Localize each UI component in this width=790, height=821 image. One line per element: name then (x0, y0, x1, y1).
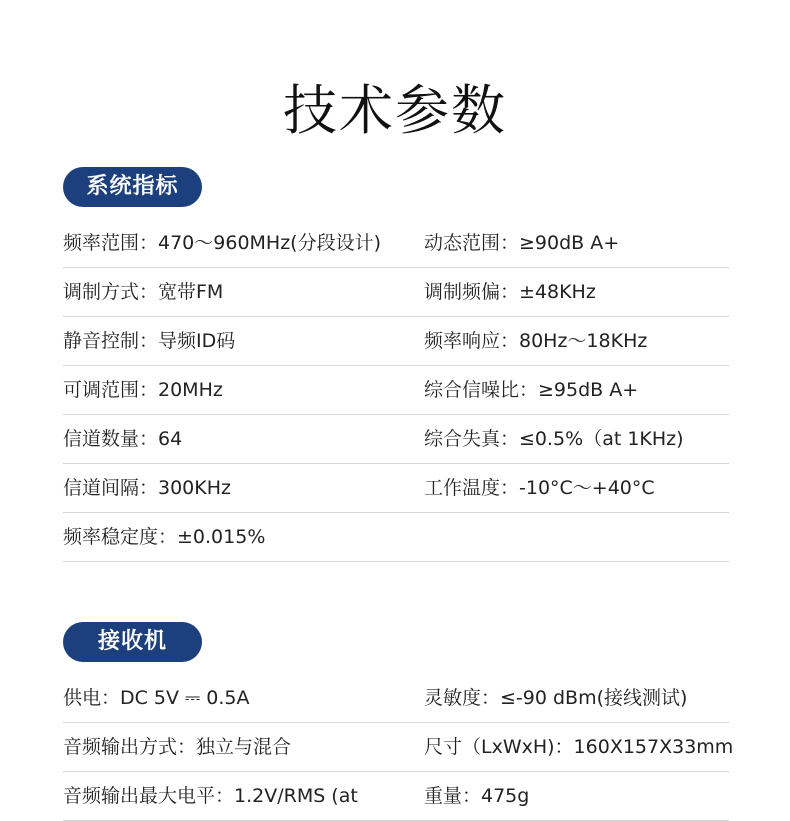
table-row (63, 674, 729, 723)
spec-cell: 调制频偏：±48KHz (424, 281, 596, 303)
section-heading-system: 系统指标 (63, 167, 202, 207)
table-row (63, 366, 729, 415)
spec-cell: 可调范围：20MHz (63, 379, 223, 401)
spec-cell: 信道数量：64 (63, 428, 183, 450)
table-row (63, 513, 729, 562)
table-row (63, 415, 729, 464)
spec-cell: 静音控制：导频ID码 (63, 330, 236, 352)
receiver-spec-table (63, 674, 734, 821)
spec-cell: 信道间隔：300KHz (63, 477, 231, 499)
table-row (63, 772, 729, 821)
spec-cell: 动态范围：≥90dB A+ (424, 232, 620, 254)
spec-cell: 音频输出方式：独立与混合 (63, 736, 292, 758)
spec-cell: 重量：475g (424, 785, 530, 807)
spec-cell: 尺寸（LxWxH)：160X157X33mm (424, 736, 734, 758)
table-row (63, 464, 729, 513)
system-spec-table (63, 219, 729, 562)
spec-cell: 综合信噪比：≥95dB A+ (424, 379, 639, 401)
table-row (63, 723, 734, 772)
spec-cell: 频率响应：80Hz～18KHz (424, 330, 648, 352)
spec-cell: 调制方式：宽带FM (63, 281, 224, 303)
spec-cell: 综合失真：≤0.5%（at 1KHz) (424, 428, 684, 450)
table-row (63, 317, 729, 366)
spec-cell: 音频输出最大电平：1.2V/RMS (at (63, 785, 358, 807)
spec-cell: 频率范围：470～960MHz(分段设计) (63, 232, 382, 254)
spec-cell: 灵敏度：≤-90 dBm(接线测试) (424, 687, 688, 709)
section-heading-receiver: 接收机 (63, 622, 202, 662)
table-row (63, 268, 729, 317)
spec-cell: 供电：DC 5V ⎓ 0.5A (63, 687, 250, 709)
spec-cell: 工作温度：-10°C～+40°C (424, 477, 655, 499)
spec-cell: 频率稳定度：±0.015% (63, 526, 266, 548)
page-title: 技术参数 (283, 79, 507, 142)
table-row (63, 219, 729, 268)
